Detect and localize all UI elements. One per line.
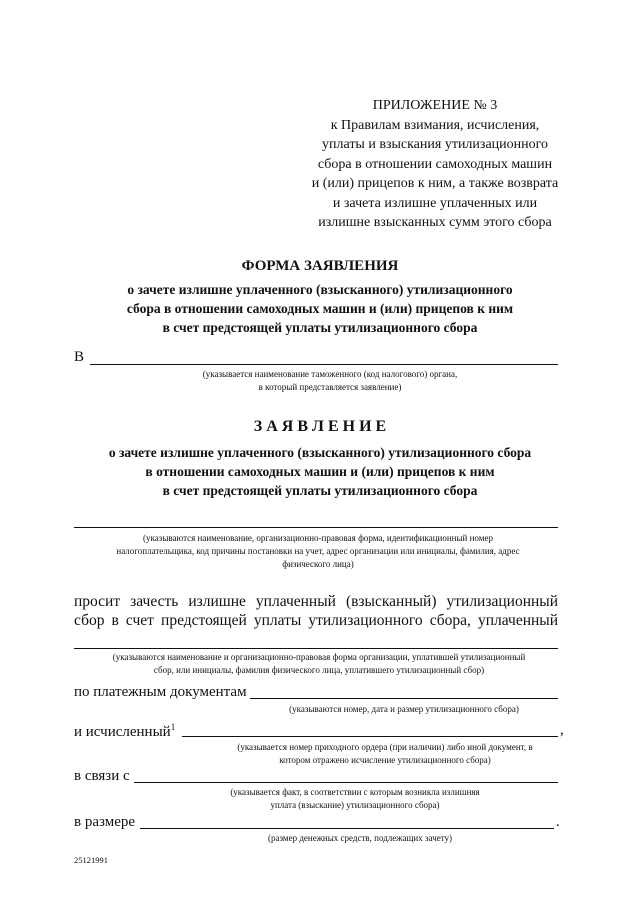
statement-subtitle-line: в счет предстоящей уплаты утилизационного сбора [162, 483, 478, 498]
document-code: 25121991 [74, 855, 108, 865]
statement-subtitle-line: в отношении самоходных машин и (или) прицепов к ним [145, 464, 495, 479]
payment-docs-label: по платежным документам [74, 684, 247, 700]
payer-hint [74, 651, 564, 677]
appendix-block [305, 96, 565, 233]
form-subtitle-line: сбора в отношении самоходных машин и (или) прицепов к ним [126, 301, 514, 316]
calculated-field[interactable] [182, 736, 558, 737]
appendix-line: излишне взысканных сумм этого сбора [318, 215, 552, 230]
appendix-line: сбора в отношении самоходных машин [317, 156, 553, 172]
hint-line: (указывается факт, в соответствии с которым возникла излишняя [230, 787, 480, 797]
hint-line: котором отражено исчисление утилизационного сбора) [279, 755, 491, 765]
calculated-hint [200, 741, 570, 767]
form-heading: ФОРМА ЗАЯВЛЕНИЯ [241, 258, 399, 274]
payment-docs-field[interactable] [250, 698, 558, 699]
request-line-2: сбор в счет предстоящей уплаты утилизационного сбора, уплаченный [74, 612, 558, 629]
footnote-marker: 1 [170, 722, 176, 732]
hint-line: (указываются наименование, организационно-правовая форма, идентификационный номер [143, 533, 493, 543]
applicant-field[interactable] [74, 527, 558, 528]
amount-hint: (размер денежных средств, подлежащих зачету) [267, 833, 453, 843]
appendix-line: и зачета излишне уплаченных или [332, 195, 538, 211]
statement-heading: З А Я В Л Е Н И Е [253, 418, 387, 435]
reason-label: в связи с [74, 768, 130, 784]
recipient-field[interactable] [90, 364, 558, 365]
hint-line: (указываются наименование и организационно-правовая форма организации, уплатившей утилизационный [112, 652, 526, 662]
hint-line: (указывается наименование таможенного (код налогового) органа, [202, 369, 458, 379]
form-subtitle-line: в счет предстоящей уплаты утилизационного сбора [162, 320, 478, 335]
amount-label: в размере [74, 814, 136, 830]
calculated-label-text: и исчисленный [74, 724, 171, 740]
appendix-line: и (или) прицепов к ним, а также возврата [311, 176, 559, 191]
amount-field[interactable] [140, 828, 554, 829]
payment-docs-hint: (указываются номер, дата и размер утилизационного сбора) [289, 704, 519, 714]
hint-line: уплата (взыскание) утилизационного сбора) [270, 800, 440, 810]
calculated-trailing: , [560, 722, 564, 738]
hint-line: физического лица) [282, 559, 354, 569]
request-line-1: просит зачесть излишне уплаченный (взысканный) утилизационный [74, 593, 558, 610]
reason-field[interactable] [134, 782, 558, 783]
calculated-label [74, 722, 175, 741]
hint-line: (указывается номер приходного ордера (при наличии) либо иной документ, в [237, 742, 533, 752]
statement-subtitle-line: о зачете излишне уплаченного (взысканного) утилизационного сбора [108, 445, 532, 460]
payer-field[interactable] [74, 648, 558, 649]
recipient-prefix: В [74, 349, 85, 365]
appendix-line: к Правилам взимания, исчисления, [330, 117, 540, 133]
reason-hint [170, 786, 540, 812]
recipient-hint [150, 368, 510, 394]
form-subtitle-line: о зачете излишне уплаченного (взысканного) утилизационного [127, 282, 513, 297]
statement-subtitle [30, 443, 610, 500]
appendix-number: ПРИЛОЖЕНИЕ № 3 [372, 98, 498, 113]
applicant-hint [74, 532, 562, 571]
hint-line: сбор, или инициалы, фамилия физического лица, уплатившего утилизационный сбор) [153, 665, 485, 675]
hint-line: в который представляется заявление) [258, 382, 402, 392]
form-subtitle [40, 280, 600, 337]
appendix-line: уплаты и взыскания утилизационного [321, 137, 549, 152]
hint-line: налогоплательщика, код причины постановки на учет, адрес организации или инициалы, фамилия, адрес [116, 546, 520, 556]
amount-trailing: . [556, 814, 560, 830]
